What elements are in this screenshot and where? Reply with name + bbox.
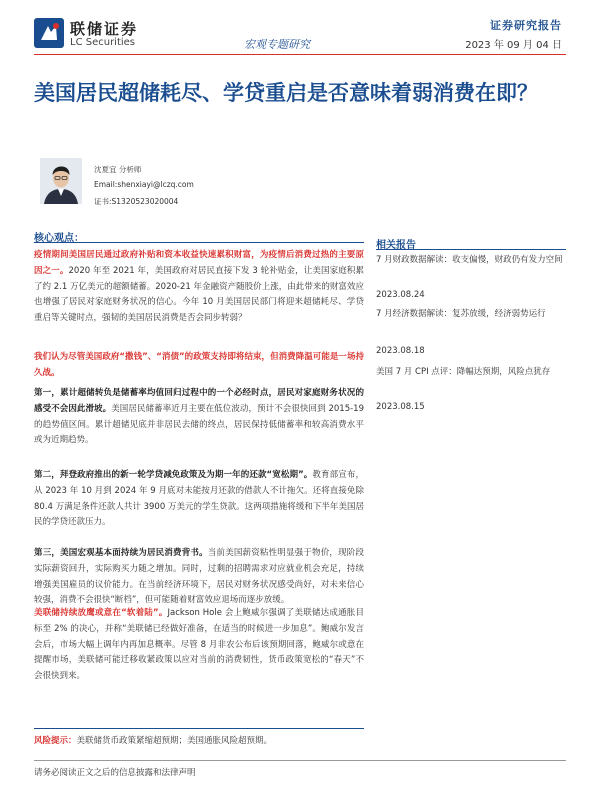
bold-lead: 第二，拜登政府推出的新一轮学贷减免政策及为期一年的还款“宽松期”。 [34, 470, 313, 480]
logo-text-en: LC Securities [70, 37, 136, 48]
bold-lead: 第三，美国宏观基本面持续为居民消费背书。 [34, 548, 208, 558]
related-report-date: 2023.08.15 [376, 402, 425, 412]
core-heading: 核心观点： [34, 233, 84, 244]
footer-disclaimer: 请务必阅读正文之后的信息披露和法律声明 [34, 768, 196, 778]
body-text: 当前美国薪资粘性明显强于物价，现阶段实际薪资回升，实际购买力随之增加。同时，过剩的招聘需求对应就业机会充足，持续增强美国雇员的议价能力。在当前经济环境下，居民对财务状况感受尚好，对未来信心较强，消费不会很快“断档”，但可能随着财富效应退场而逐步放缓。 [34, 548, 364, 606]
body-text: 美国居民储蓄率近月主要在低位波动，预计不会很快回到 2015-19 的趋势值区间。累计超储见底并非居民去储的终点，居民保持低储蓄率和较高消费水平或为近期趋势。 [34, 403, 364, 446]
body-text: 教育部宣布，从 2023 年 10 月到 2024 年 9 月底对未能按月还款的借款人不计拖欠。还将直接免除 80.4 万满足条件还款人共计 3900 万美元的学生贷款。这两项措施将缓和下半年美国居民的学贷还款压力。 [34, 470, 364, 528]
core-divider [34, 242, 364, 243]
logo-icon [34, 18, 64, 48]
risk-label: 风险提示： [34, 736, 77, 746]
risk-divider [34, 728, 364, 729]
footer-divider [34, 760, 566, 761]
core-paragraph-4 [34, 468, 364, 531]
report-type: 宏观专题研究 [244, 38, 310, 51]
highlight-text: 美联储持续放鹰或意在“软着陆”。 [34, 608, 168, 618]
logo-text-cn: 联储证券 [70, 20, 139, 38]
core-paragraph-1 [34, 248, 364, 327]
analyst-name: 沈夏宜 分析师 [94, 165, 142, 174]
page-title: 美国居民超储耗尽、学贷重启是否意味着弱消费在即？ [34, 81, 538, 105]
highlight-text: 疫情期间美国居民通过政府补贴和资本收益快速累积财富，为疫情后消费过热的主要原因之一。 [34, 250, 364, 276]
body-text: 2020 年至 2021 年，美国政府对居民直接下发 3 轮补贴金，让美国家庭积累了约 2.1 万亿美元的超额储蓄。2020-21 年金融资产随股价上涨，由此带来的财富效应也增强了居民对家庭财务状况的信心。今年 10 月美国居民部门将迎来超储耗尽、学贷重启等关键时点，强韧的美国居民消费是否会同步转弱？ [34, 265, 364, 324]
core-paragraph-5 [34, 546, 364, 609]
related-divider [376, 249, 566, 250]
core-paragraph-2 [34, 350, 364, 382]
related-report-date: 2023.08.24 [376, 290, 425, 300]
highlight-text: 我们认为尽管美国政府“撒钱”、“消债”的政策支持即将结束，但消费降温可能是一场持久战。 [34, 352, 364, 378]
analyst-cert: 证书:S1320523020004 [94, 197, 179, 206]
related-report-link[interactable]: 7 月经济数据解读：复苏放缓，经济弱势运行 [376, 309, 546, 319]
core-paragraph-3 [34, 386, 364, 449]
analyst-email: Email:shenxiayi@lczq.com [94, 180, 194, 189]
related-report-date: 2023.08.18 [376, 346, 425, 356]
body-text: Jackson Hole 会上鲍威尔强调了美联储达成通胀目标至 2% 的决心，并称“美联储已经做好准备，在适当的时候进一步加息”。鲍威尔发言会后，市场大幅上调年内再加息概率。尽管 8 月非农公布后该预期回落，鲍威尔或意在提醒市场，美联储可能迁移收紧政策以应对当前的消费韧性，货币政策宽松的“春天”不会很快到来。 [34, 608, 364, 682]
related-report-link[interactable]: 美国 7 月 CPI 点评：降幅达预期，风险点犹存 [376, 367, 551, 377]
core-paragraph-6 [34, 606, 364, 685]
related-report-link[interactable]: 7 月财政数据解读：收支偏慢，财政仍有发力空间 [376, 255, 563, 265]
report-date: 2023 年 09 月 04 日 [465, 40, 562, 51]
report-tag: 证券研究报告 [490, 19, 562, 32]
risk-notice [34, 734, 364, 746]
bold-lead: 第一，累计超储转负是储蓄率均值回归过程中的一个必经时点，居民对家庭财务状况的感受不会因此滑坡。 [34, 388, 364, 414]
related-reports-heading: 相关报告 [376, 240, 416, 251]
risk-text: 美联储货币政策紧缩超预期；美国通胀风险超预期。 [76, 736, 273, 746]
header-divider [34, 54, 566, 55]
analyst-avatar [40, 158, 82, 204]
